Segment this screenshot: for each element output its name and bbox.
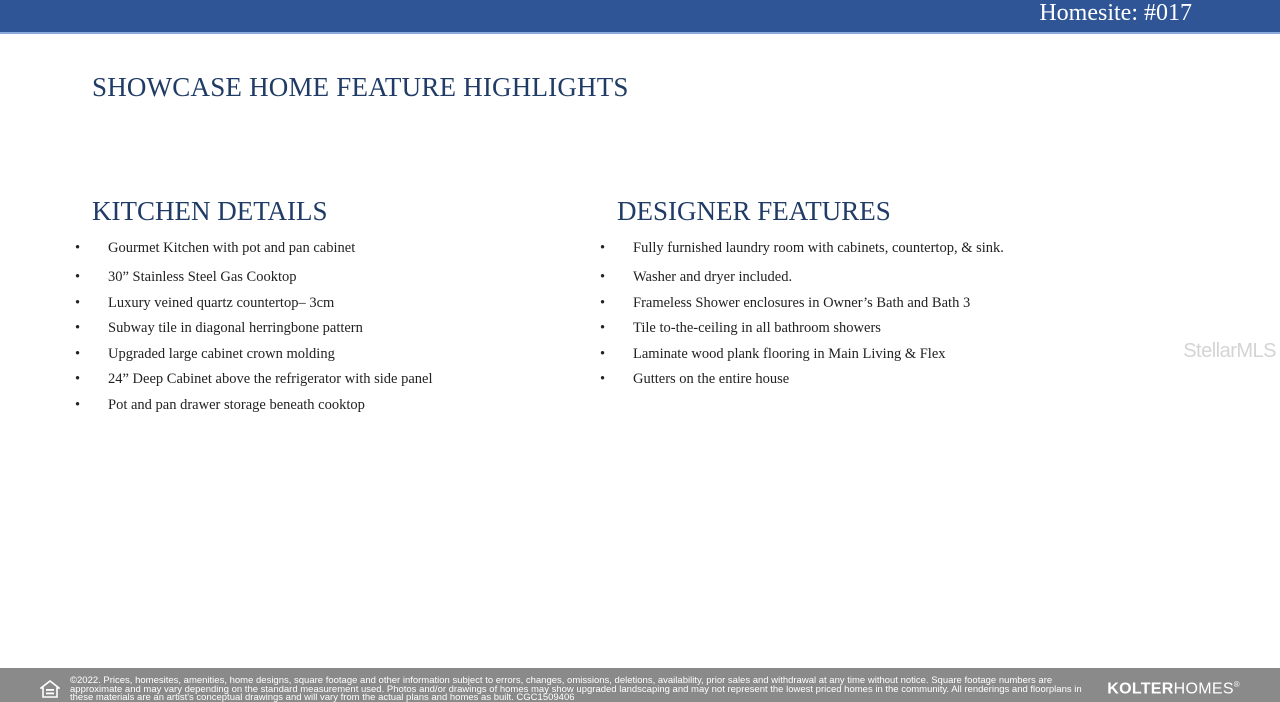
kitchen-details-section <box>75 196 433 413</box>
kolter-homes-logo <box>1107 680 1240 698</box>
list-item-text: Subway tile in diagonal herringbone pattern <box>108 320 363 336</box>
list-item-text: Fully furnished laundry room with cabinets, countertop, & sink. <box>633 240 1004 256</box>
list-item-text: Tile to-the-ceiling in all bathroom showers <box>633 320 881 336</box>
page-title: SHOWCASE HOME FEATURE HIGHLIGHTS <box>92 72 629 102</box>
bullet-icon: • <box>75 371 81 387</box>
designer-features-title: DESIGNER FEATURES <box>617 196 891 226</box>
list-item-text: Laminate wood plank flooring in Main Living & Flex <box>633 345 946 362</box>
bullet-icon: • <box>600 345 606 362</box>
list-item-text: Gourmet Kitchen with pot and pan cabinet <box>108 240 356 256</box>
stellar-mls-watermark: StellarMLS <box>1183 340 1276 362</box>
registered-mark: ® <box>1233 680 1240 689</box>
kitchen-details-title: KITCHEN DETAILS <box>92 196 328 226</box>
list-item-text: Gutters on the entire house <box>633 371 790 387</box>
designer-features-section <box>600 196 1004 387</box>
list-item-text: 30” Stainless Steel Gas Cooktop <box>108 269 297 285</box>
list-item-text: Pot and pan drawer storage beneath cooktop <box>108 396 365 413</box>
bullet-icon: • <box>600 320 606 336</box>
bullet-icon: • <box>75 320 81 336</box>
brand-light-text: HOMES <box>1173 680 1234 698</box>
bullet-icon: • <box>75 269 81 285</box>
bullet-icon: • <box>600 294 606 311</box>
list-item-text: Upgraded large cabinet crown molding <box>108 345 335 362</box>
bullet-icon: • <box>75 240 81 256</box>
bullet-icon: • <box>75 345 81 362</box>
bullet-icon: • <box>600 240 606 256</box>
bullet-icon: • <box>75 396 81 413</box>
equal-housing-icon <box>40 680 60 698</box>
homesite-label: Homesite: #017 <box>1039 0 1192 26</box>
bullet-icon: • <box>75 294 81 311</box>
legal-disclaimer: ©2022. Prices, homesites, amenities, home designs, square footage and other information subject to errors, changes, omissions, deletions, availability, prior sales and withdrawal at any time without notice. Square footage numbers are approximate and may vary depending on the standard measurement used. Photos and/or drawings of homes may show upgraded landscaping and may not represent the lowest priced homes in the community. All renderings and floorplans in these materials are an artist's conceptual drawings and will vary from the actual plans and homes as built. CGC1509406 <box>70 675 1082 702</box>
list-item-text: 24” Deep Cabinet above the refrigerator with side panel <box>108 371 433 387</box>
brand-bold-text: KOLTER <box>1107 680 1174 698</box>
list-item-text: Frameless Shower enclosures in Owner’s Bath and Bath 3 <box>633 294 971 311</box>
list-item-text: Washer and dryer included. <box>633 269 793 285</box>
header-bar <box>0 0 1280 34</box>
list-item-text: Luxury veined quartz countertop– 3cm <box>108 294 335 311</box>
bullet-icon: • <box>600 371 606 387</box>
bullet-icon: • <box>600 269 606 285</box>
footer-bar <box>0 668 1280 702</box>
